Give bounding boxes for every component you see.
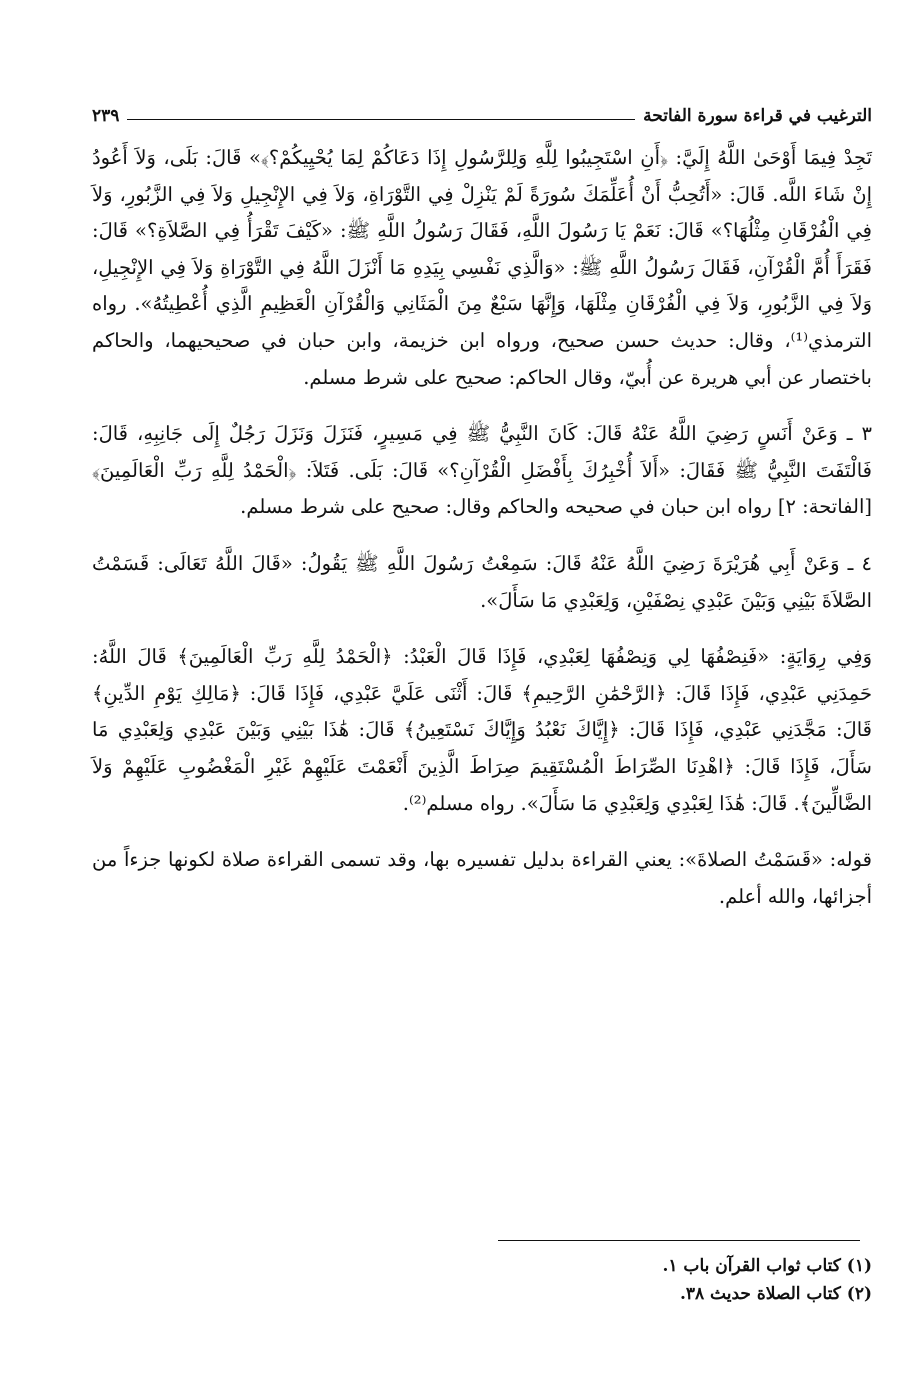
main-text <box>92 140 872 935</box>
footnote-separator <box>498 1240 860 1241</box>
paragraph-hadith-3: ٣ ـ وَعَنْ أَنَسٍ رَضِيَ اللَّهُ عَنْهُ قَالَ: كَانَ النَّبِيُّ ﷺ فِي مَسِيرٍ، فَنَزَلَ وَنَزَلَ رَجُلٌ إِلَى جَانِبِهِ، قَالَ: فَالْتَفَتَ النَّبِيُّ ﷺ فَقَالَ: «أَلاَ أُخْبِرُكَ بِأَفْضَلِ الْقُرْآنِ؟» قَالَ: بَلَى. فَتَلاَ: ﴿الْحَمْدُ لِلَّهِ رَبِّ الْعَالَمِينَ﴾ [الفاتحة: ٢] رواه ابن حبان في صحيحه والحاكم وقال: صحيح على شرط مسلم. <box>92 422 872 519</box>
paragraph-riwaya: وَفِي رِوَايَةٍ: «فَنِصْفُهَا لِي وَنِصْفُهَا لِعَبْدِي، فَإِذَا قَالَ الْعَبْدُ: ﴿الْحَمْدُ لِلَّهِ رَبِّ الْعَالَمِينَ﴾ قَالَ اللَّهُ: حَمِدَنِي عَبْدِي، فَإِذَا قَالَ: ﴿الرَّحْمَٰنِ الرَّحِيمِ﴾ قَالَ: أَثْنَى عَلَيَّ عَبْدِي، فَإِذَا قَالَ: ﴿مَالِكِ يَوْمِ الدِّينِ﴾ قَالَ: مَجَّدَنِي عَبْدِي، فَإِذَا قَالَ: ﴿إِيَّاكَ نَعْبُدُ وَإِيَّاكَ نَسْتَعِينُ﴾ قَالَ: هَٰذَا بَيْنِي وَبَيْنَ عَبْدِي وَلِعَبْدِي مَا سَأَلَ، فَإِذَا قَالَ: ﴿اهْدِنَا الصِّرَاطَ الْمُسْتَقِيمَ صِرَاطَ الَّذِينَ أَنْعَمْتَ عَلَيْهِمْ غَيْرِ الْمَغْضُوبِ عَلَيْهِمْ وَلاَ الضَّالِّينَ﴾. قَالَ: هَٰذَا لِعَبْدِي وَلِعَبْدِي مَا سَأَلَ». رواه مسلم⁽²⁾. <box>92 645 872 815</box>
footnote-1: (١) كتاب ثواب القرآن باب ١. <box>662 1256 872 1276</box>
paragraph-hadith-4: ٤ ـ وَعَنْ أَبِي هُرَيْرَةَ رَضِيَ اللَّهُ عَنْهُ قَالَ: سَمِعْتُ رَسُولَ اللَّهِ ﷺ يَقُولُ: «قَالَ اللَّهُ تَعَالَى: قَسَمْتُ الصَّلاَةَ بَيْنِي وَبَيْنَ عَبْدِي نِصْفَيْنِ، وَلِعَبْدِي مَا سَأَلَ». <box>92 551 872 612</box>
page-header <box>92 92 872 126</box>
footnote-2: (٢) كتاب الصلاة حديث ٣٨. <box>679 1284 872 1304</box>
running-title: الترغيب في قراءة سورة الفاتحة <box>643 106 872 126</box>
paragraph-hadith-2-continued: تَجِدْ فِيمَا أَوْحَىٰ اللَّهُ إِلَيَّ: ﴿أَنِ اسْتَجِيبُوا لِلَّهِ وَلِلرَّسُولِ إِذَا دَعَاكُمْ لِمَا يُحْيِيكُمْ؟﴾» قَالَ: بَلَى، وَلاَ أَعُودُ إِنْ شَاءَ اللَّه. قَالَ: «أَتُحِبُّ أَنْ أُعَلِّمَكَ سُورَةً لَمْ يَنْزِلْ فِي التَّوْرَاةِ، وَلاَ فِي الإِنْجِيلِ وَلاَ فِي الزَّبُورِ، وَلاَ فِي الْفُرْقَانِ مِثْلُهَا؟» قَالَ: نَعَمْ يَا رَسُولَ اللَّهِ، فَقَالَ رَسُولُ اللَّهِ ﷺ: «كَيْفَ تَقْرَأُ فِي الصَّلاَةِ؟» قَالَ: فَقَرَأَ أُمَّ الْقُرْآنِ، فَقَالَ رَسُولُ اللَّهِ ﷺ: «وَالَّذِي نَفْسِي بِيَدِهِ مَا أَنْزَلَ اللَّهُ فِي التَّوْرَاةِ وَلاَ فِي الإِنْجِيلِ، وَلاَ فِي الزَّبُورِ، وَلاَ فِي الْفُرْقَانِ مِثْلَهَا، وَإِنَّهَا سَبْعٌ مِنَ الْمَثَانِي وَالْقُرْآنِ الْعَظِيمِ الَّذِي أُعْطِيتُهُ». رواه الترمذي⁽¹⁾، وقال: حديث حسن صحيح، ورواه ابن خزيمة، وابن حبان في صحيحيهما، والحاكم باختصار عن أبي هريرة عن أُبيّ، وقال الحاكم: صحيح على شرط مسلم. <box>92 146 872 389</box>
footnotes <box>372 1252 872 1308</box>
header-rule <box>127 119 635 120</box>
page-number: ٢٣٩ <box>92 106 120 126</box>
paragraph-commentary: قوله: «قَسَمْتُ الصلاةَ»: يعني القراءة بدليل تفسيره بها، وقد تسمى القراءة صلاة لكونها جزءاً من أجزائها، والله أعلم. <box>92 848 872 908</box>
